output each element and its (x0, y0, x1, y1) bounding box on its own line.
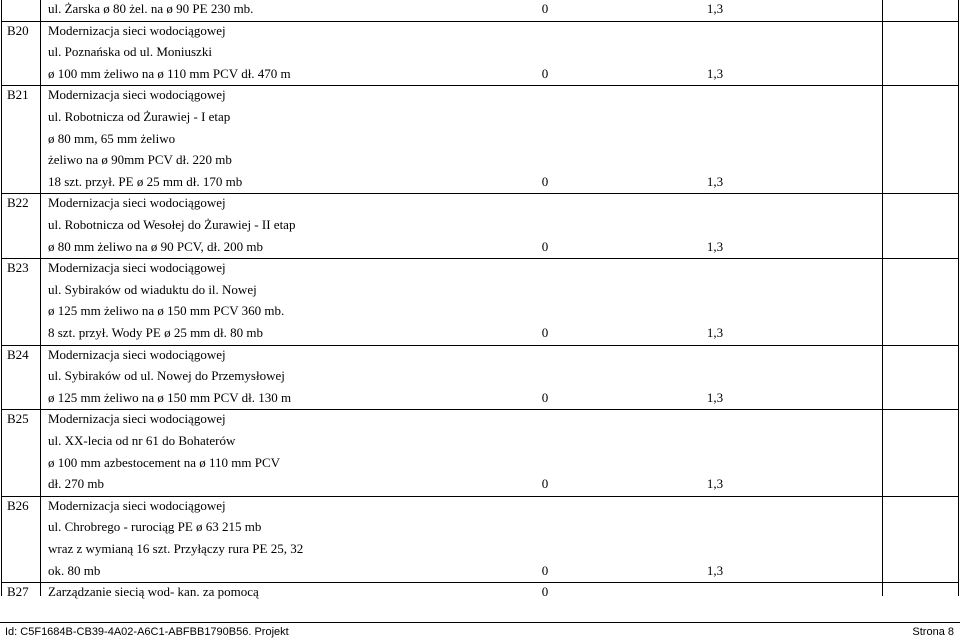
row-description-line: ok. 80 mb (48, 562, 101, 578)
row-value-a: 0 (541, 65, 549, 81)
row-description-line: Modernizacja sieci wodociągowej (48, 260, 226, 276)
row-separator (1, 85, 959, 86)
row-description-line: Modernizacja sieci wodociągowej (48, 22, 226, 38)
row-description-line: wraz z wymianą 16 szt. Przyłączy rura PE 25, 32 (48, 541, 304, 556)
row-code: B26 (7, 497, 29, 513)
row-description-line: Modernizacja sieci wodociągowej (48, 87, 226, 103)
row-description-line: ø 80 mm, 65 mm żeliwo (48, 130, 176, 146)
row-description-line: 8 szt. przył. Wody PE ø 25 mm dł. 80 mb (48, 325, 264, 340)
row-code: B21 (7, 87, 29, 103)
row-value-b: 1,3 (706, 65, 724, 81)
row-value-b: 1,3 (706, 476, 724, 492)
table-vertical-rule (40, 0, 41, 596)
row-description-line: ul. Chrobrego - rurociąg PE ø 63 215 mb (48, 519, 262, 535)
row-value-b: 1,3 (706, 389, 724, 405)
row-value-b: 1,3 (706, 325, 724, 340)
table-vertical-rule (882, 0, 883, 596)
row-code: B25 (7, 411, 29, 427)
row-code: B27 (7, 584, 29, 600)
row-description-line: ø 125 mm żeliwo na ø 150 mm PCV 360 mb. (48, 303, 285, 319)
row-value-a: 0 (541, 238, 549, 254)
row-code: B23 (7, 260, 29, 276)
row-description-line: Modernizacja sieci wodociągowej (48, 497, 226, 513)
row-separator (1, 258, 959, 259)
row-value-b: 1,3 (706, 562, 724, 578)
row-value-a: 0 (541, 389, 549, 405)
table-vertical-rule (1, 0, 2, 596)
row-value-b: 1,3 (706, 173, 724, 189)
row-separator (1, 409, 959, 410)
row-description-line: ul. XX-lecia od nr 61 do Bohaterów (48, 433, 236, 448)
row-code: B22 (7, 195, 29, 211)
row-description-line: ul. Robotnicza od Wesołej do Żurawiej - II etap (48, 217, 296, 232)
row-description-line: Modernizacja sieci wodociągowej (48, 411, 226, 427)
row-value-b: 1,3 (706, 1, 724, 16)
row-description-line: ul. Robotnicza od Żurawiej - I etap (48, 109, 231, 124)
footer-page-number: Strona 8 (912, 626, 954, 638)
footer-document-id: Id: C5F1684B-CB39-4A02-A6C1-ABFBB1790B56. Projekt (5, 626, 289, 638)
row-description-line: ul. Sybiraków od ul. Nowej do Przemysłowej (48, 368, 285, 384)
row-description-line: Modernizacja sieci wodociągowej (48, 346, 226, 362)
row-description-line: ø 100 mm azbestocement na ø 110 mm PCV (48, 454, 281, 470)
footer-rule (0, 622, 960, 623)
row-code: B24 (7, 346, 29, 362)
row-value-a: 0 (541, 476, 549, 492)
row-description-line: Modernizacja sieci wodociągowej (48, 195, 226, 211)
row-description-line: żeliwo na ø 90mm PCV dł. 220 mb (48, 152, 232, 168)
row-separator (1, 193, 959, 194)
row-description-line: ul. Żarska ø 80 żel. na ø 90 PE 230 mb. (48, 1, 254, 16)
row-description-line: 18 szt. przył. PE ø 25 mm dł. 170 mb (48, 173, 243, 189)
row-description-line: ø 100 mm żeliwo na ø 110 mm PCV dł. 470 m (48, 65, 291, 81)
table-vertical-rule (958, 0, 959, 596)
row-value-b: 1,3 (706, 238, 724, 254)
row-value-a: 0 (541, 325, 549, 340)
row-value-a: 0 (541, 584, 549, 600)
row-value-a: 0 (541, 562, 549, 578)
row-code: B20 (7, 22, 29, 38)
row-description-line: ul. Sybiraków od wiaduktu do il. Nowej (48, 281, 257, 297)
page-footer (0, 622, 960, 642)
row-description-line: ul. Poznańska od ul. Moniuszki (48, 44, 212, 60)
row-value-a: 0 (541, 173, 549, 189)
row-description-line: dł. 270 mb (48, 476, 104, 492)
row-description-line: ø 125 mm żeliwo na ø 150 mm PCV dł. 130 m (48, 389, 292, 405)
row-separator (1, 582, 959, 583)
row-description-line: Zarządzanie siecią wod- kan. za pomocą (48, 584, 259, 600)
row-description-line: ø 80 mm żeliwo na ø 90 PCV, dł. 200 mb (48, 238, 263, 254)
row-value-a: 0 (541, 1, 549, 16)
